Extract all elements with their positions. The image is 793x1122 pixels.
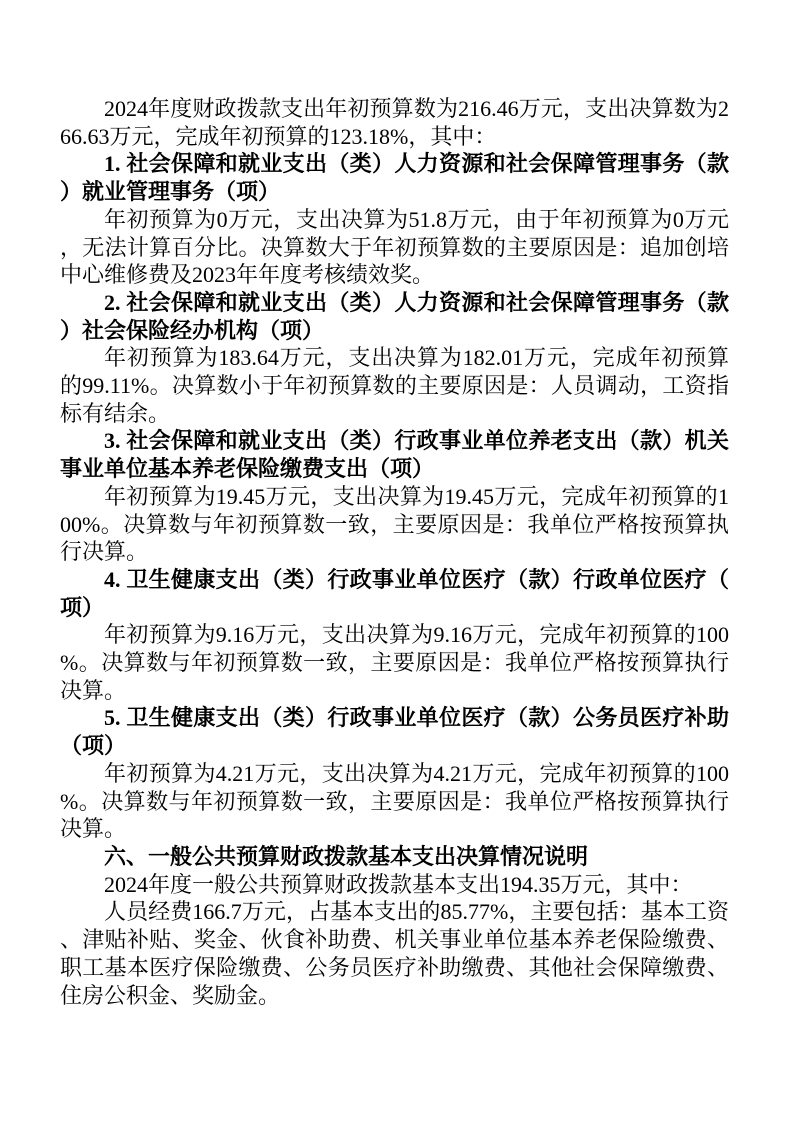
paragraph-item-1-detail: 年初预算为0万元，支出决算为51.8万元，由于年初预算为0万元，无法计算百分比。决算数大于年初预算数的主要原因是：追加创培中心维修费及2023年年度考核绩效奖。 xyxy=(60,206,729,288)
paragraph-item-2-detail: 年初预算为183.64万元，支出决算为182.01万元，完成年初预算的99.11%。决算数小于年初预算数的主要原因是：人员调动，工资指标有结余。 xyxy=(60,345,729,426)
section-heading-5: 5. 卫生健康支出（类）行政事业单位医疗（款）公务员医疗补助（项） xyxy=(60,705,729,759)
section-heading-2: 2. 社会保障和就业支出（类）人力资源和社会保障管理事务（款）社会保险经办机构（项） xyxy=(60,289,729,343)
section-heading-3: 3. 社会保障和就业支出（类）行政事业单位养老支出（款）机关事业单位基本养老保险缴费支出（项） xyxy=(60,428,729,482)
section-heading-4: 4. 卫生健康支出（类）行政事业单位医疗（款）行政单位医疗（项） xyxy=(60,566,729,620)
section-heading-six-basic-expenditure: 六、一般公共预算财政拨款基本支出决算情况说明 xyxy=(104,843,589,869)
paragraph-item-5-detail: 年初预算为4.21万元，支出决算为4.21万元，完成年初预算的100%。决算数与年初预算数一致，主要原因是：我单位严格按预算执行决算。 xyxy=(60,760,729,842)
section-heading-1: 1. 社会保障和就业支出（类）人力资源和社会保障管理事务（款）就业管理事务（项） xyxy=(60,151,729,205)
paragraph-fiscal-expenditure-summary: 2024年度财政拨款支出年初预算数为216.46万元，支出决算数为266.63万元，完成年初预算的123.18%，其中： xyxy=(60,96,729,149)
paragraph-item-4-detail: 年初预算为9.16万元，支出决算为9.16万元，完成年初预算的100%。决算数与年初预算数一致，主要原因是：我单位严格按预算执行决算。 xyxy=(60,622,729,703)
paragraph-basic-expenditure-total: 2024年度一般公共预算财政拨款基本支出194.35万元，其中： xyxy=(104,871,693,897)
paragraph-item-3-detail: 年初预算为19.45万元，支出决算为19.45万元，完成年初预算的100%。决算数与年初预算数一致，主要原因是：我单位严格按预算执行决算。 xyxy=(60,483,729,565)
paragraph-personnel-funds-detail: 人员经费166.7万元，占基本支出的85.77%，主要包括：基本工资、津贴补贴、奖金、伙食补助费、机关事业单位基本养老保险缴费、职工基本医疗保险缴费、公务员医疗补助缴费、其他社会保障缴费、住房公积金、奖励金。 xyxy=(60,899,729,1008)
